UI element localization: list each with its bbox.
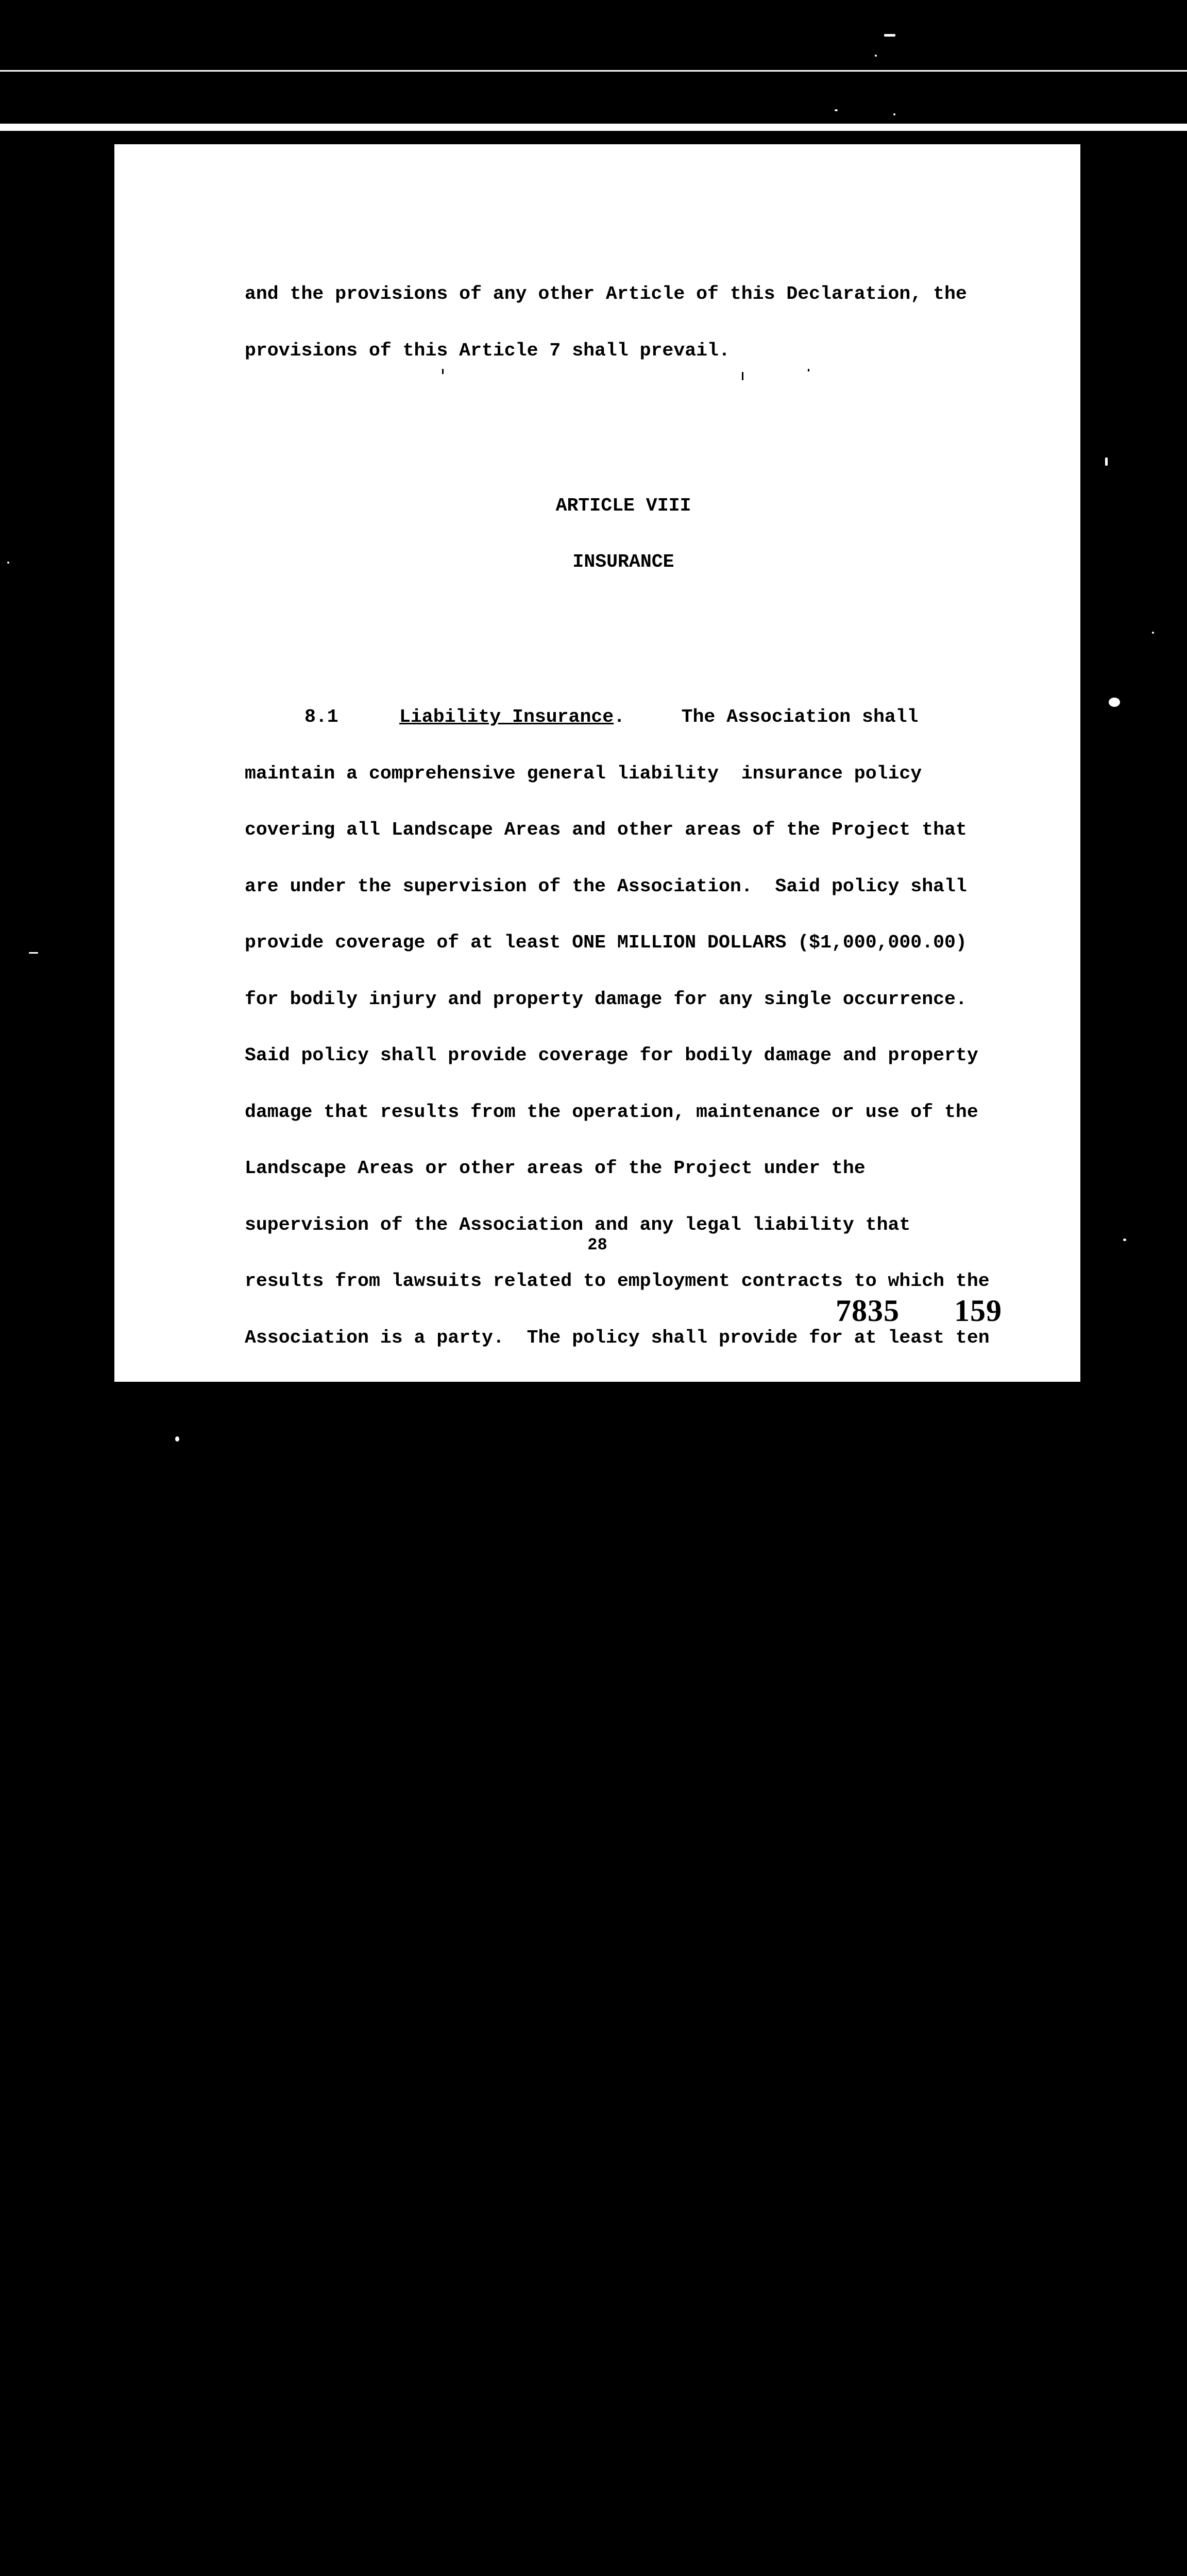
scan-speck (893, 113, 895, 115)
section-heading-line (245, 1576, 1131, 1595)
scan-mark (808, 369, 809, 371)
body-line: (10) days' written notice to the Association prior to cancellation (245, 1383, 990, 1404)
body-line: the current replacement cost thereof. The aforesaid policies (245, 2308, 934, 2329)
body-line: . So long as the Federal National (580, 1574, 1009, 1596)
body-line: for bodily injury and property damage for any single occurrence. (245, 988, 967, 1010)
body-line: supplies insured against loss by fire and the risks covered by a (245, 2195, 967, 2216)
scan-mark (442, 369, 444, 374)
page-number: 28 (587, 1235, 607, 1255)
body-line: shall contain "Agreed Amount" and "Inflation Guard" endorsements (245, 2364, 967, 2385)
body-line: provisions of this Article 7 shall prevail. (245, 340, 730, 361)
scan-rule-second (0, 124, 1187, 131)
body-line: covering all Landscape Areas and other areas of the Project that (245, 819, 967, 840)
recording-stamp-right: 159 (954, 1294, 1002, 1328)
section-number: 8.2 (304, 1574, 338, 1596)
body-line: Association shall keep any building located on property owned by (245, 1743, 967, 1765)
body-line: endorsements (including Demolition Cost Endorsement, Contingent (245, 2477, 956, 2498)
body-line: maintain a comprehensive general liability insurance policy (245, 762, 922, 784)
body-line: . The Association shall (614, 706, 919, 727)
article-number: ARTICLE VIII (555, 495, 691, 516)
body-line: The Association in such event shall also keep any Association (245, 2082, 934, 2103)
body-line: amount equal to one hundred per cent (100%) of the current re- (245, 1912, 945, 1934)
section-heading-line (245, 708, 1131, 727)
body-line: are under the supervision of the Association. Said policy shall (245, 875, 967, 897)
body-line: holder of any Mortgage on or is the Owner of any Unit Estate, the (245, 1687, 978, 1708)
scan-speck (7, 562, 9, 564)
document-page (114, 144, 1080, 2554)
body-line: customarily covered by a standard "all risk" endorsement in an (245, 1856, 945, 1877)
scan-rule-top (0, 70, 1187, 72)
section-heading: Hazard Insurance (399, 1574, 580, 1596)
body-line: provide coverage of at least ONE MILLION DOLLARS ($1,000,000.00) (245, 932, 967, 953)
body-line: supervision of the Association and any legal liability that (245, 1214, 911, 1235)
body-line: Liability from Operation of Building Laws Endorsement and (245, 2533, 888, 2554)
body-line: or substantial modification. (245, 1439, 561, 1461)
scan-speck (175, 1436, 179, 1442)
body-line: the Association insured against loss by fire and all other perils (245, 1800, 978, 1821)
scan-speck (1152, 632, 1154, 634)
body-line: and the provisions of any other Article of this Declaration, the (245, 283, 967, 304)
body-line: when they can be obtained. Likewise, typical construction code (245, 2420, 956, 2442)
section-heading: Liability Insurance (399, 706, 614, 727)
recording-stamp-left: 7835 (836, 1294, 900, 1328)
scan-speck (29, 952, 38, 954)
scan-mark (742, 372, 743, 380)
document-body (245, 247, 1131, 2576)
section-number: 8.1 (304, 706, 338, 727)
article-title: INSURANCE (572, 551, 674, 572)
body-line: results from lawsuits related to employment contracts to which the (245, 1270, 990, 1292)
body-line: fixtures,building service equipment, personal property and (245, 2138, 900, 2160)
body-line: standard "all risk" endorsement under a policy in the amount of (245, 2251, 956, 2273)
scan-speck (884, 34, 895, 37)
body-line: Landscape Areas or other areas of the Project under the (245, 1158, 866, 1179)
body-line: Mortgage Association(hereinafter referred to as "FNMA") is the (245, 1631, 945, 1652)
body-line: Said policy shall provide coverage for bodily damage and property (245, 1045, 978, 1066)
body-line: damage that results from the operation, maintenance or use of the (245, 1101, 978, 1123)
body-line: placement cost thereof, exclusive of land, foundations, excava- (245, 1969, 956, 1990)
body-line: tions and other items normally excluded from insurance coverage. (245, 2025, 967, 2047)
scan-speck (875, 55, 877, 57)
scan-speck (835, 109, 838, 111)
body-line: Association is a party. The policy shall provide for at least ten (245, 1327, 990, 1348)
